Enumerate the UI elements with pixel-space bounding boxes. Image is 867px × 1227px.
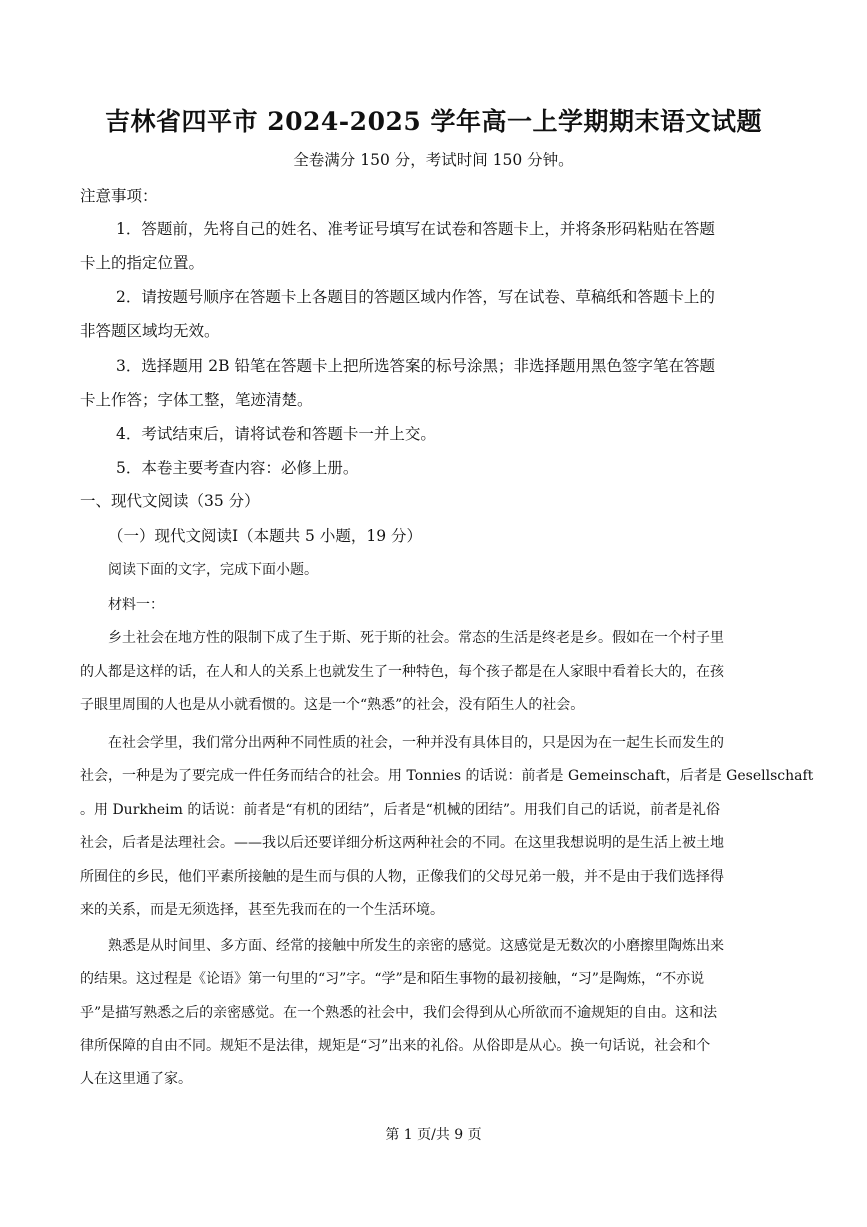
notice-line: 非答题区域均无效。 — [80, 322, 220, 340]
passage-line: 社会，一种是为了要完成一件任务而结合的社会。用 Tonnies 的话说：前者是 Gemeinschaft，后者是 Gesellschaft — [80, 768, 814, 784]
notice-line: 卡上的指定位置。 — [80, 254, 205, 272]
notice-line: 4．考试结束后，请将试卷和答题卡一并上交。 — [116, 425, 436, 443]
notice-heading: 注意事项： — [80, 187, 158, 205]
passage-line: 的人都是这样的话，在人和人的关系上也就发生了一种特色，每个孩子都是在人家眼中看着长大的，在孩 — [80, 664, 724, 680]
passage-line: 律所保障的自由不同。规矩不是法律，规矩是“习”出来的礼俗。从俗即是从心。换一句话说，社会和个 — [80, 1038, 711, 1054]
section-heading: 一、现代文阅读（35 分） — [80, 492, 260, 510]
passage-line: 乎”是描写熟悉之后的亲密感觉。在一个熟悉的社会中，我们会得到从心所欲而不逾规矩的自由。这和法 — [80, 1005, 718, 1021]
passage-line: 熟悉是从时间里、多方面、经常的接触中所发生的亲密的感觉。这感觉是无数次的小磨擦里陶炼出来 — [108, 938, 724, 954]
passage-line: 的结果。这过程是《论语》第一句里的“习”字。“学”是和陌生事物的最初接触，“习”是陶炼，“不亦说 — [80, 971, 705, 987]
passage-line: 子眼里周围的人也是从小就看惯的。这是一个“熟悉”的社会，没有陌生人的社会。 — [80, 697, 585, 713]
reading-instruction: 阅读下面的文字，完成下面小题。 — [108, 562, 318, 578]
exam-info: 全卷满分 150 分，考试时间 150 分钟。 — [293, 151, 574, 169]
page-number: 第 1 页/共 9 页 — [385, 1127, 482, 1143]
material-label: 材料一： — [108, 597, 164, 613]
passage-line: 乡土社会在地方性的限制下成了生于斯、死于斯的社会。常态的生活是终老是乡。假如在一个村子里 — [108, 630, 724, 646]
notice-line: 2．请按题号顺序在答题卡上各题目的答题区域内作答，写在试卷、草稿纸和答题卡上的 — [116, 288, 715, 306]
notice-line: 3．选择题用 2B 铅笔在答题卡上把所选答案的标号涂黑；非选择题用黑色签字笔在答题 — [116, 357, 715, 375]
passage-line: 人在这里通了家。 — [80, 1071, 192, 1087]
page-title: 吉林省四平市 2024-2025 学年高一上学期期末语文试题 — [105, 107, 762, 136]
passage-line: 所囿住的乡民，他们平素所接触的是生而与俱的人物，正像我们的父母兄弟一般，并不是由于我们选择得 — [80, 869, 724, 885]
passage-line: 社会，后者是法理社会。——我以后还要详细分析这两种社会的不同。在这里我想说明的是生活上被土地 — [80, 835, 724, 851]
subsection-heading: （一）现代文阅读Ⅰ（本题共 5 小题，19 分） — [108, 527, 422, 545]
notice-line: 5．本卷主要考查内容：必修上册。 — [116, 459, 359, 477]
notice-line: 1．答题前，先将自己的姓名、准考证号填写在试卷和答题卡上，并将条形码粘贴在答题 — [116, 220, 715, 238]
passage-line: 来的关系，而是无须选择，甚至先我而在的一个生活环境。 — [80, 902, 444, 918]
passage-line: 。用 Durkheim 的话说：前者是“有机的团结”，后者是“机械的团结”。用我们自己的话说，前者是礼俗 — [80, 802, 720, 818]
notice-line: 卡上作答；字体工整，笔迹清楚。 — [80, 391, 313, 409]
passage-line: 在社会学里，我们常分出两种不同性质的社会，一种并没有具体目的，只是因为在一起生长而发生的 — [108, 735, 724, 751]
